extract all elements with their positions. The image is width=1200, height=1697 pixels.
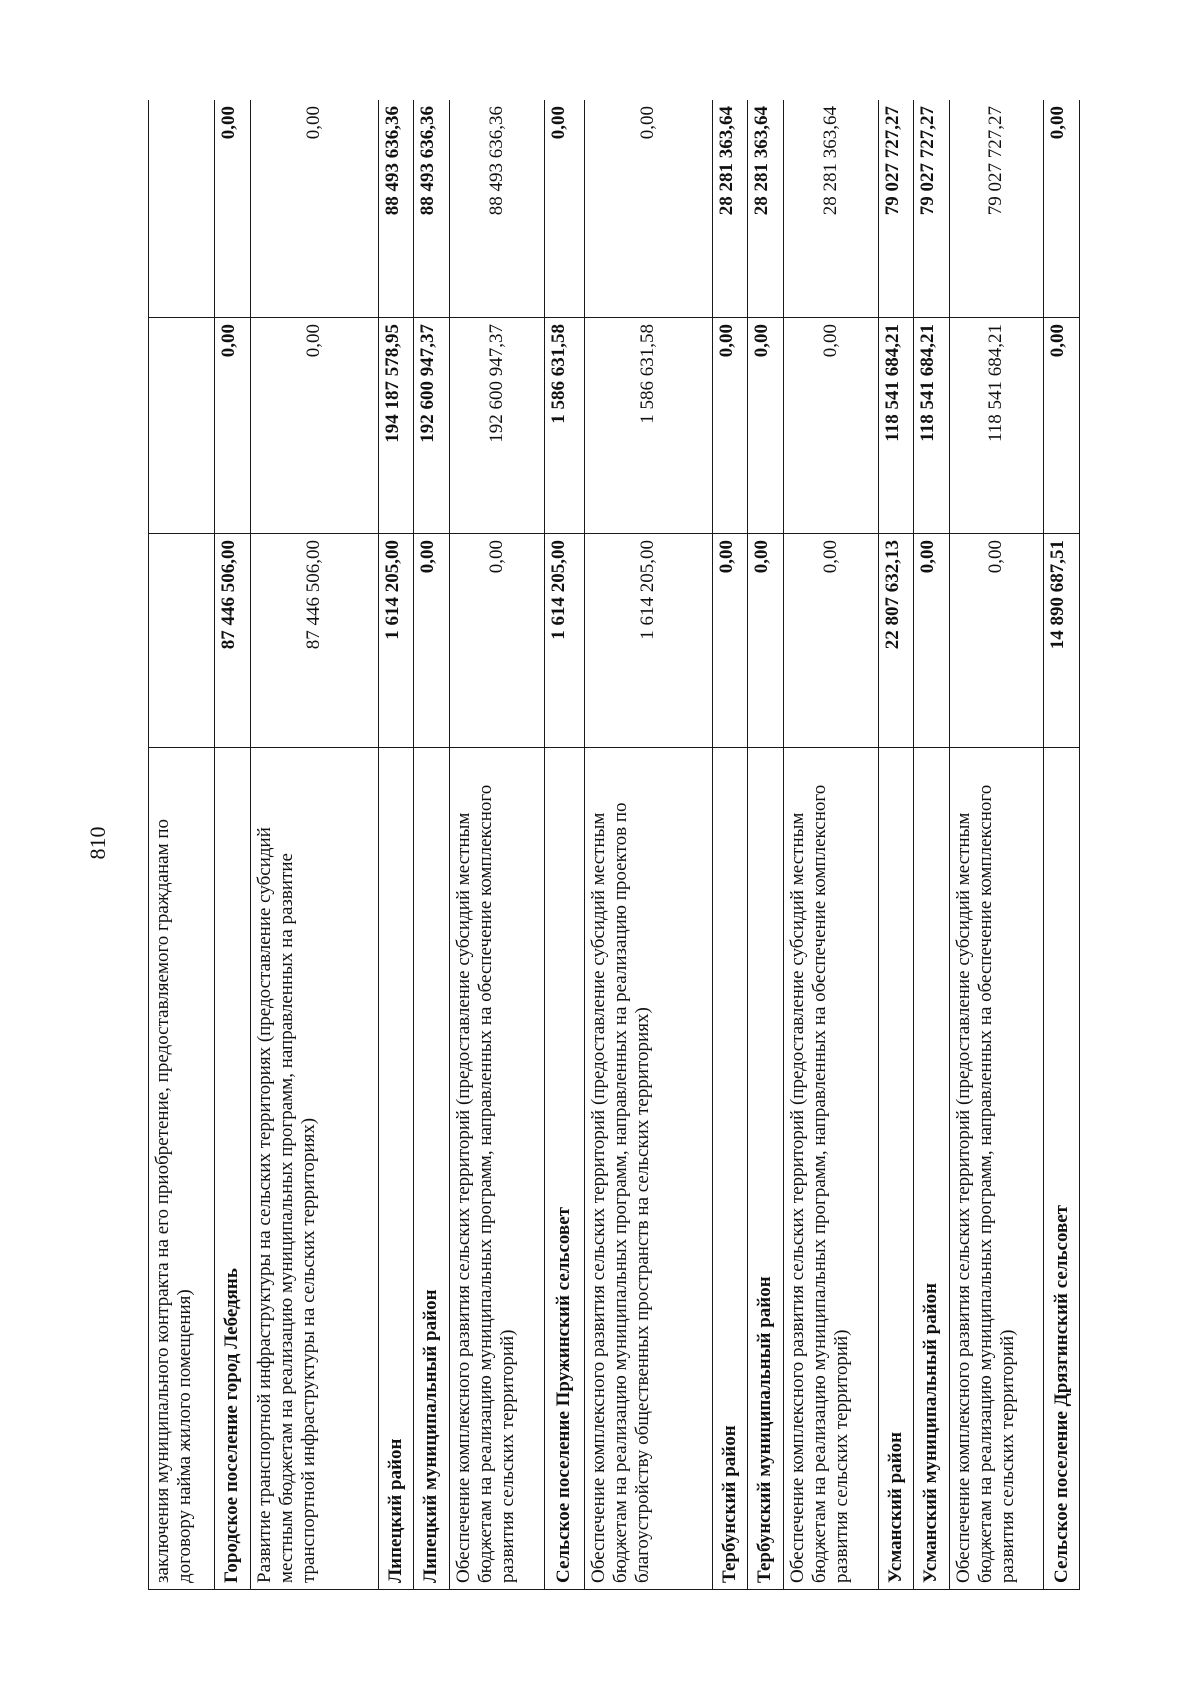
value-cell-1: 1 614 205,00 — [584, 534, 712, 748]
value-cell-1: 14 890 687,51 — [1044, 534, 1080, 748]
row-name-cell: Усманский район — [878, 748, 914, 1590]
value-cell-1: 87 446 506,00 — [250, 534, 378, 748]
budget-table — [148, 100, 1080, 1590]
value-cell-1: 0,00 — [914, 534, 950, 748]
row-name-cell: Обеспечение комплексного развития сельских территорий (предоставление субсидий местным бюджетам на реализацию муниципальных программ, направленных на обеспечение комплексного развития сельских территорий) — [449, 748, 544, 1590]
value-cell-3 — [149, 100, 215, 318]
value-cell-2: 1 586 631,58 — [544, 318, 584, 534]
value-cell-3: 0,00 — [1044, 100, 1080, 318]
value-cell-2: 118 541 684,21 — [914, 318, 950, 534]
value-cell-3: 88 493 636,36 — [378, 100, 414, 318]
value-cell-1: 0,00 — [748, 534, 784, 748]
table-row — [250, 100, 378, 1590]
value-cell-2: 0,00 — [1044, 318, 1080, 534]
value-cell-2: 118 541 684,21 — [878, 318, 914, 534]
value-cell-2: 0,00 — [250, 318, 378, 534]
row-name-cell: Развитие транспортной инфраструктуры на сельских территориях (предоставление субсидий местным бюджетам на реализацию муниципальных программ, направленных на развитие транспортной инфраструктуры на сельских территориях) — [250, 748, 378, 1590]
value-cell-2 — [149, 318, 215, 534]
table-row — [712, 100, 748, 1590]
value-cell-3: 0,00 — [250, 100, 378, 318]
page-number: 810 — [85, 826, 110, 860]
budget-table-body — [149, 100, 1080, 1590]
table-row — [914, 100, 950, 1590]
row-name-cell: Городское поселение город Лебедянь — [215, 748, 251, 1590]
rotated-page-content — [148, 100, 1080, 1590]
value-cell-3: 0,00 — [544, 100, 584, 318]
row-name-cell: Обеспечение комплексного развития сельских территорий (предоставление субсидий местным бюджетам на реализацию муниципальных программ, направленных на реализацию проектов по благоустройству общественных пространств на сельских территориях) — [584, 748, 712, 1590]
table-row — [378, 100, 414, 1590]
table-row — [584, 100, 712, 1590]
row-name-cell: Обеспечение комплексного развития сельских территорий (предоставление субсидий местным бюджетам на реализацию муниципальных программ, направленных на обеспечение комплексного развития сельских территорий) — [783, 748, 878, 1590]
table-row — [215, 100, 251, 1590]
value-cell-3: 88 493 636,36 — [449, 100, 544, 318]
table-row — [449, 100, 544, 1590]
value-cell-2: 118 541 684,21 — [949, 318, 1044, 534]
table-row — [1044, 100, 1080, 1590]
value-cell-1: 1 614 205,00 — [544, 534, 584, 748]
value-cell-1: 0,00 — [783, 534, 878, 748]
row-name-cell: Обеспечение комплексного развития сельских территорий (предоставление субсидий местным бюджетам на реализацию муниципальных программ, направленных на обеспечение комплексного развития сельских территорий) — [949, 748, 1044, 1590]
value-cell-2: 0,00 — [215, 318, 251, 534]
value-cell-3: 0,00 — [584, 100, 712, 318]
table-row — [949, 100, 1044, 1590]
value-cell-2: 0,00 — [748, 318, 784, 534]
value-cell-3: 28 281 363,64 — [712, 100, 748, 318]
value-cell-2: 0,00 — [712, 318, 748, 534]
row-name-cell: Сельское поселение Пружинский сельсовет — [544, 748, 584, 1590]
table-row — [748, 100, 784, 1590]
value-cell-3: 28 281 363,64 — [748, 100, 784, 318]
row-name-cell: Тербунский муниципальный район — [748, 748, 784, 1590]
value-cell-1: 0,00 — [449, 534, 544, 748]
table-row — [414, 100, 450, 1590]
value-cell-3: 28 281 363,64 — [783, 100, 878, 318]
value-cell-3: 79 027 727,27 — [914, 100, 950, 318]
value-cell-2: 1 586 631,58 — [584, 318, 712, 534]
row-name-cell: Липецкий район — [378, 748, 414, 1590]
value-cell-2: 0,00 — [783, 318, 878, 534]
value-cell-1: 0,00 — [414, 534, 450, 748]
row-name-cell: Тербунский район — [712, 748, 748, 1590]
row-name-cell: Усманский муниципальный район — [914, 748, 950, 1590]
value-cell-2: 192 600 947,37 — [449, 318, 544, 534]
value-cell-1 — [149, 534, 215, 748]
value-cell-1: 87 446 506,00 — [215, 534, 251, 748]
value-cell-1: 0,00 — [712, 534, 748, 748]
table-row — [878, 100, 914, 1590]
value-cell-3: 79 027 727,27 — [949, 100, 1044, 318]
value-cell-2: 194 187 578,95 — [378, 318, 414, 534]
value-cell-3: 79 027 727,27 — [878, 100, 914, 318]
value-cell-1: 22 807 632,13 — [878, 534, 914, 748]
row-name-cell: заключения муниципального контракта на его приобретение, предоставляемого гражданам по договору найма жилого помещения) — [149, 748, 215, 1590]
row-name-cell: Липецкий муниципальный район — [414, 748, 450, 1590]
value-cell-2: 192 600 947,37 — [414, 318, 450, 534]
table-row — [783, 100, 878, 1590]
table-row — [149, 100, 215, 1590]
value-cell-3: 0,00 — [215, 100, 251, 318]
table-frame — [148, 100, 1080, 1590]
table-row — [544, 100, 584, 1590]
value-cell-1: 1 614 205,00 — [378, 534, 414, 748]
value-cell-3: 88 493 636,36 — [414, 100, 450, 318]
row-name-cell: Сельское поселение Дрязгинский сельсовет — [1044, 748, 1080, 1590]
value-cell-1: 0,00 — [949, 534, 1044, 748]
